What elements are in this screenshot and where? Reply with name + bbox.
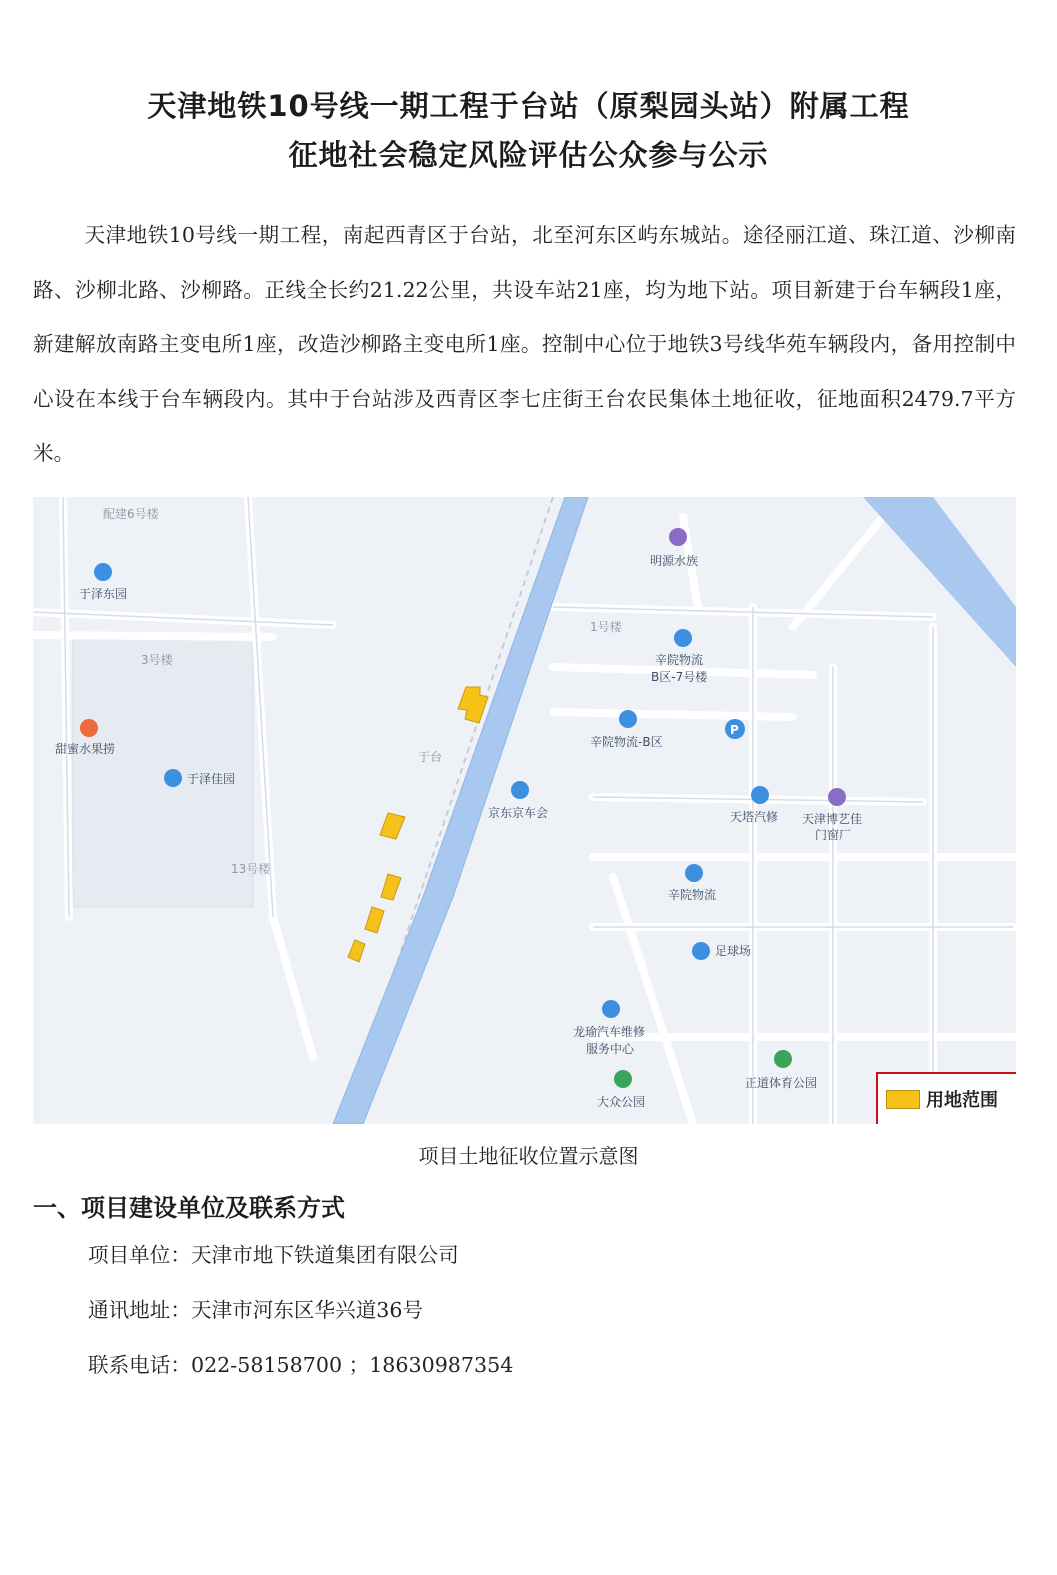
map-label-boyi-b: 门窗厂 [815,828,852,842]
intro-paragraph: 天津地铁10号线一期工程，南起西青区于台站，北至河东区屿东城站。途径丽江道、珠江道、沙柳南路、沙柳北路、沙柳路。正线全长约21.22公里，共设车站21座，均为地下站。项目新建于台车辆段1座，新建解放南路主变电所1座，改造沙柳路主变电所1座。控制中心位于地铁3号线华苑车辆段内，备用控制中心设在本线于台车辆段内。其中于台站涉及西青区李七庄街王台农民集体土地征收，征地面积2479.7平方米。 [33,223,1016,465]
map-label-longyu-a: 龙瑜汽车维修 [573,1025,646,1039]
map-label-xinyuan-b7-b: B区-7号楼 [651,670,708,684]
section-heading: 一、项目建设单位及联系方式 [33,1194,345,1222]
legend-swatch [886,1090,920,1109]
map-label-xinyuan-b: 辛院物流-B区 [590,735,663,749]
map-label-xinyuan-b7-a: 辛院物流 [655,653,704,667]
map-label-bldg3: 3号楼 [141,653,173,667]
map-legend [876,1072,1016,1124]
contact-phone: 联系电话：022-58158700 ；18630987354 [88,1353,514,1377]
map-label-bldg1: 1号楼 [590,620,622,634]
map-label-boyi-a: 天津博艺佳 [802,812,863,826]
svg-text:P: P [730,723,739,737]
map-label-yutai: 于台 [418,750,443,764]
map-label-yuze-jiayuan: 于泽佳园 [187,772,236,786]
page-title-line2: 征地社会稳定风险评估公众参与公示 [288,138,769,172]
map-label-tianmi: 甜蜜水果捞 [55,742,116,756]
map-label-tianta: 天塔汽修 [730,810,779,824]
map-label-football: 足球场 [715,944,752,958]
contact-unit: 项目单位：天津市地下铁道集团有限公司 [88,1243,459,1267]
map-caption: 项目土地征收位置示意图 [418,1144,639,1168]
map-label-bldg13: 13号楼 [231,862,271,876]
map-label-peijian: 配建6号楼 [103,507,159,521]
map-label-dazhong: 大众公园 [597,1095,646,1109]
map-label-jingdong: 京东京车会 [488,806,549,820]
map-label-zhengdao: 正道体育公园 [745,1076,818,1090]
map-label-yuze-dongyuan: 于泽东园 [79,587,128,601]
contact-address: 通讯地址：天津市河东区华兴道36号 [88,1298,424,1322]
map-label-xinyuan: 辛院物流 [668,888,717,902]
map-label-longyu-b: 服务中心 [586,1042,635,1056]
page-title-line1: 天津地铁10号线一期工程于台站（原梨园头站）附属工程 [147,89,910,123]
map-label-mingyuan: 明源水族 [650,554,699,568]
location-map [33,497,1016,1124]
legend-label: 用地范围 [926,1090,998,1111]
